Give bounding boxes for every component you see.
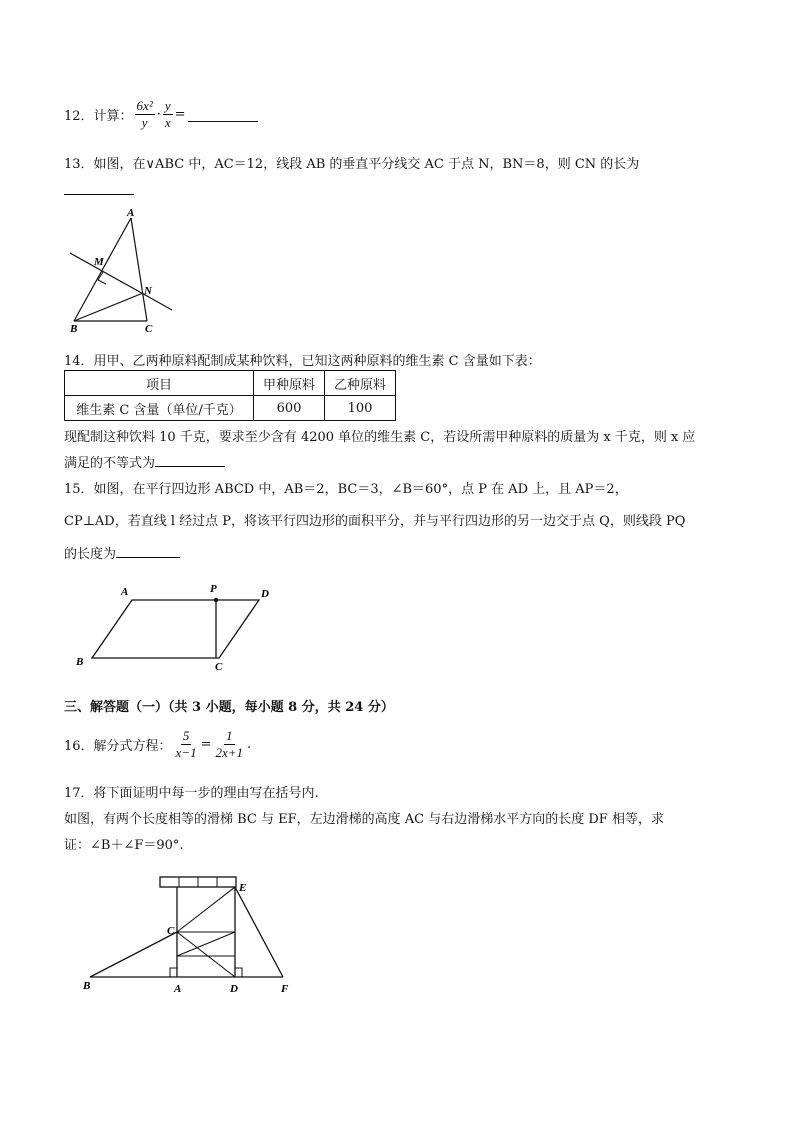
q16-suffix: . (247, 737, 252, 752)
q16-frac1-numerator: 5 (182, 728, 190, 743)
table-header-item: 项目 (65, 371, 254, 396)
q17-line-3: 证：∠B＋∠F＝90°. (64, 838, 184, 853)
q15-label-a: A (121, 586, 129, 598)
q12-equals: = (174, 107, 186, 122)
q13-label-m: M (94, 256, 104, 268)
table-header-material-b: 乙种原料 (325, 371, 396, 396)
q16-prefix: 16．解分式方程： (64, 739, 172, 754)
q12-answer-blank (188, 107, 258, 122)
q15-label-b: B (76, 656, 84, 668)
q15-label-c: C (215, 661, 223, 672)
q13-triangle-figure (64, 206, 184, 334)
table-row (65, 396, 396, 421)
q17-slides-figure (78, 872, 308, 998)
q12-frac2-denominator: x (164, 115, 171, 130)
q12-frac1-numerator: 6x² (136, 98, 153, 113)
q12-fraction-1 (135, 98, 155, 131)
q15-line-2: CP⊥AD，若直线 l 经过点 P，将该平行四边形的面积平分，并与平行四边形的另一边交于点 Q，则线段 PQ (64, 514, 686, 529)
q12-fraction-2 (163, 98, 173, 131)
q17-label-f: F (281, 983, 289, 995)
q15-line-3 (64, 543, 180, 562)
q12-frac1-denominator: y (141, 115, 148, 130)
q17-line-1: 17．将下面证明中每一步的理由写在括号内. (64, 786, 319, 801)
q16-equals: = (200, 737, 212, 752)
q15-answer-blank (116, 543, 180, 558)
q12-frac2-numerator: y (164, 98, 171, 113)
q17-label-e: E (239, 882, 247, 894)
q17-label-d: D (230, 983, 238, 995)
vitamin-c-table (64, 370, 396, 421)
q16-fraction-2 (214, 728, 246, 761)
section-3-heading: 三、解答题（一）（共 3 小题，每小题 8 分，共 24 分） (64, 700, 394, 715)
q15-label-p: P (210, 583, 217, 595)
q15-line-1: 15．如图，在平行四边形 ABCD 中，AB＝2，BC＝3，∠B＝60°，点 P 在 AD 上，且 AP＝2， (64, 482, 628, 497)
q17-label-c: C (167, 925, 175, 937)
question-16 (64, 728, 251, 761)
q15-label-d: D (261, 588, 269, 600)
q17-label-a: A (174, 983, 182, 995)
table-cell-b-value: 100 (325, 396, 396, 421)
q13-answer-blank (64, 180, 134, 195)
q16-frac2-denominator: 2x+1 (215, 745, 244, 760)
q15-line-3-text: 的长度为 (64, 547, 117, 562)
q12-dot: · (156, 107, 161, 122)
q12-prefix: 12．计算： (64, 109, 133, 124)
q15-parallelogram-figure (64, 580, 304, 672)
q14-line-1: 现配制这种饮料 10 千克，要求至少含有 4200 单位的维生素 C，若设所需甲种原料的质量为 x 千克，则 x 应 (64, 430, 696, 445)
table-cell-label: 维生素 C 含量（单位/千克） (65, 396, 254, 421)
question-12 (64, 98, 258, 131)
q13-label-c: C (145, 323, 153, 334)
q17-line-2: 如图，有两个长度相等的滑梯 BC 与 EF，左边滑梯的高度 AC 与右边滑梯水平方向的长度 DF 相等，求 (64, 812, 664, 827)
table-cell-a-value: 600 (254, 396, 325, 421)
question-14-intro: 14．用甲、乙两种原料配制成某种饮料，已知这两种原料的维生素 C 含量如下表： (64, 354, 541, 369)
q13-label-n: N (144, 285, 152, 297)
q17-label-b: B (83, 980, 91, 992)
q16-fraction-1 (174, 728, 199, 761)
table-header-material-a: 甲种原料 (254, 371, 325, 396)
q14-line-2-text: 满足的不等式为 (64, 456, 156, 471)
question-13-text: 13．如图，在∨ABC 中，AC＝12，线段 AB 的垂直平分线交 AC 于点 N，BN＝8，则 CN 的长为 (64, 157, 640, 172)
q16-frac2-numerator: 1 (226, 728, 233, 743)
q16-frac1-denominator: x−1 (175, 745, 197, 760)
q13-label-b: B (70, 323, 78, 334)
q13-label-a: A (127, 207, 135, 219)
q14-answer-blank (155, 452, 225, 467)
table-header-row (65, 371, 396, 396)
q14-line-2 (64, 452, 225, 471)
